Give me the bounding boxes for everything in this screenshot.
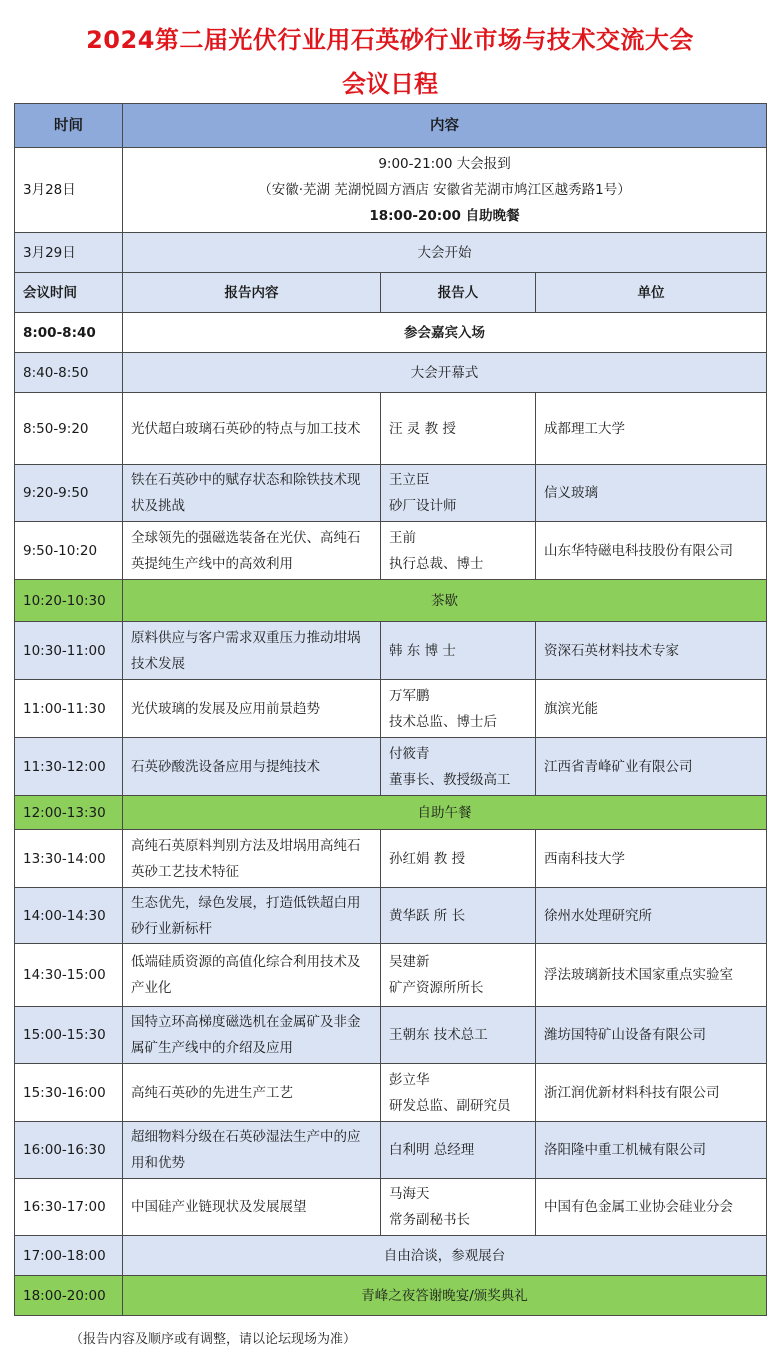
- row-time: 12:00-13:30: [15, 796, 123, 830]
- row-time: 10:30-11:00: [15, 622, 123, 680]
- row-topic: 石英砂酸洗设备应用与提纯技术: [123, 738, 381, 796]
- schedule-row: [15, 888, 767, 944]
- row-speaker: [381, 888, 536, 944]
- row-topic: 国特立环高梯度磁选机在金属矿及非金属矿生产线中的介绍及应用: [123, 1007, 381, 1064]
- row-speaker: [381, 1179, 536, 1236]
- row-org: 浮法玻璃新技术国家重点实验室: [536, 944, 767, 1007]
- row-topic: 全球领先的强磁选装备在光伏、高纯石英提纯生产线中的高效利用: [123, 522, 381, 580]
- speaker-title: 技术总监、博士后: [389, 713, 497, 730]
- speaker-name: 韩 东 博 士: [389, 642, 456, 659]
- speaker-name: 王朝东 技术总工: [389, 1027, 488, 1043]
- speaker-name: 王前: [389, 529, 416, 546]
- row-org: 江西省青峰矿业有限公司: [536, 738, 767, 796]
- row-time: 15:00-15:30: [15, 1007, 123, 1064]
- row-speaker: [381, 622, 536, 680]
- row-event: 自由洽谈，参观展台: [123, 1236, 767, 1276]
- row-topic: 铁在石英砂中的赋存状态和除铁技术现状及挑战: [123, 465, 381, 522]
- speaker-name: 吴建新: [389, 954, 430, 970]
- schedule-row: [15, 1276, 767, 1316]
- row-org: 资深石英材料技术专家: [536, 622, 767, 680]
- schedule-row: [15, 622, 767, 680]
- subheader-time: 会议时间: [15, 273, 123, 313]
- row-topic: 高纯石英原料判别方法及坩埚用高纯石英砂工艺技术特征: [123, 830, 381, 888]
- speaker-name: 孙红娟 教 授: [389, 850, 466, 867]
- header-time: 时间: [15, 104, 123, 148]
- schedule-row: [15, 1179, 767, 1236]
- row-event: 青峰之夜答谢晚宴/颁奖典礼: [123, 1276, 767, 1316]
- row-speaker: [381, 944, 536, 1007]
- page-title: 2024第二届光伏行业用石英砂行业市场与技术交流大会: [86, 26, 694, 54]
- table-header-row: [15, 104, 767, 148]
- schedule-row: [15, 353, 767, 393]
- day2-row: [15, 233, 767, 273]
- footnote: （报告内容及顺序或有调整，请以论坛现场为准）: [70, 1332, 357, 1347]
- schedule-row: [15, 830, 767, 888]
- row-topic: 原料供应与客户需求双重压力推动坩埚技术发展: [123, 622, 381, 680]
- row-topic: 光伏玻璃的发展及应用前景趋势: [123, 680, 381, 738]
- row-topic: 低端硅质资源的高值化综合利用技术及产业化: [123, 944, 381, 1007]
- speaker-name: 付筱青: [389, 745, 430, 762]
- row-speaker: [381, 680, 536, 738]
- day1-registration: 9:00-21:00 大会报到: [378, 156, 511, 172]
- row-time: 18:00-20:00: [15, 1276, 123, 1316]
- schedule-row: [15, 680, 767, 738]
- row-topic: 光伏超白玻璃石英砂的特点与加工技术: [123, 393, 381, 465]
- schedule-table: [14, 103, 767, 1316]
- row-speaker: [381, 522, 536, 580]
- row-topic: 生态优先，绿色发展，打造低铁超白用砂行业新标杆: [123, 888, 381, 944]
- row-time: 16:00-16:30: [15, 1122, 123, 1179]
- speaker-name: 白利明 总经理: [389, 1142, 475, 1158]
- speaker-title: 矿产资源所所长: [389, 980, 484, 996]
- subheader-org: 单位: [536, 273, 767, 313]
- schedule-row: [15, 1122, 767, 1179]
- subheader-topic: 报告内容: [123, 273, 381, 313]
- row-time: 11:30-12:00: [15, 738, 123, 796]
- day1-dinner: 18:00-20:00 自助晚餐: [369, 208, 520, 224]
- schedule-row: [15, 465, 767, 522]
- row-topic: 中国硅产业链现状及发展展望: [123, 1179, 381, 1236]
- speaker-name: 万军鹏: [389, 687, 430, 704]
- row-speaker: [381, 738, 536, 796]
- row-speaker: [381, 1064, 536, 1122]
- row-time: 14:30-15:00: [15, 944, 123, 1007]
- schedule-row: [15, 1007, 767, 1064]
- schedule-row: [15, 580, 767, 622]
- speaker-title: 砂厂设计师: [389, 498, 457, 514]
- row-time: 10:20-10:30: [15, 580, 123, 622]
- row-event: 自助午餐: [123, 796, 767, 830]
- row-event: 大会开幕式: [123, 353, 767, 393]
- row-org: 成都理工大学: [536, 393, 767, 465]
- row-event: 茶歇: [123, 580, 767, 622]
- row-topic: 超细物料分级在石英砂湿法生产中的应用和优势: [123, 1122, 381, 1179]
- row-org: 浙江润优新材料科技有限公司: [536, 1064, 767, 1122]
- row-speaker: [381, 1007, 536, 1064]
- schedule-row: [15, 796, 767, 830]
- schedule-row: [15, 1236, 767, 1276]
- day1-venue: （安徽·芜湖 芜湖悦圆方酒店 安徽省芜湖市鸠江区越秀路1号）: [258, 182, 631, 198]
- header-content: 内容: [123, 104, 767, 148]
- row-speaker: [381, 393, 536, 465]
- speaker-name: 汪 灵 教 授: [389, 420, 456, 437]
- schedule-row: [15, 944, 767, 1007]
- row-org: 信义玻璃: [536, 465, 767, 522]
- row-org: 潍坊国特矿山设备有限公司: [536, 1007, 767, 1064]
- day2-opening: 大会开始: [123, 233, 767, 273]
- speaker-title: 研发总监、副研究员: [389, 1097, 511, 1114]
- speaker-name: 彭立华: [389, 1071, 430, 1088]
- speaker-title: 董事长、教授级高工: [389, 771, 511, 788]
- speaker-title: 执行总裁、博士: [389, 555, 484, 572]
- row-time: 15:30-16:00: [15, 1064, 123, 1122]
- row-speaker: [381, 1122, 536, 1179]
- row-org: 山东华特磁电科技股份有限公司: [536, 522, 767, 580]
- speaker-name: 马海天: [389, 1186, 430, 1202]
- day1-date: 3月28日: [15, 148, 123, 233]
- row-time: 16:30-17:00: [15, 1179, 123, 1236]
- speaker-name: 王立臣: [389, 472, 430, 488]
- row-speaker: [381, 465, 536, 522]
- speaker-title: 常务副秘书长: [389, 1212, 470, 1228]
- row-org: 旗滨光能: [536, 680, 767, 738]
- row-time: 13:30-14:00: [15, 830, 123, 888]
- schedule-row: [15, 1064, 767, 1122]
- schedule-row: [15, 393, 767, 465]
- row-time: 17:00-18:00: [15, 1236, 123, 1276]
- schedule-row: [15, 522, 767, 580]
- row-org: 洛阳隆中重工机械有限公司: [536, 1122, 767, 1179]
- row-org: 徐州水处理研究所: [536, 888, 767, 944]
- speaker-name: 黄华跃 所 长: [389, 907, 466, 924]
- row-time: 14:00-14:30: [15, 888, 123, 944]
- row-org: 西南科技大学: [536, 830, 767, 888]
- subheader-row: [15, 273, 767, 313]
- row-speaker: [381, 830, 536, 888]
- schedule-row: [15, 313, 767, 353]
- row-time: 11:00-11:30: [15, 680, 123, 738]
- row-time: 8:00-8:40: [15, 313, 123, 353]
- day2-date: 3月29日: [15, 233, 123, 273]
- day1-content: [123, 148, 767, 233]
- row-time: 8:40-8:50: [15, 353, 123, 393]
- subheader-speaker: 报告人: [381, 273, 536, 313]
- row-time: 8:50-9:20: [15, 393, 123, 465]
- row-time: 9:50-10:20: [15, 522, 123, 580]
- row-topic: 高纯石英砂的先进生产工艺: [123, 1064, 381, 1122]
- schedule-row: [15, 738, 767, 796]
- row-time: 9:20-9:50: [15, 465, 123, 522]
- row-org: 中国有色金属工业协会硅业分会: [536, 1179, 767, 1236]
- row-event: 参会嘉宾入场: [123, 313, 767, 353]
- day1-row: [15, 148, 767, 233]
- page-subtitle: 会议日程: [342, 70, 438, 98]
